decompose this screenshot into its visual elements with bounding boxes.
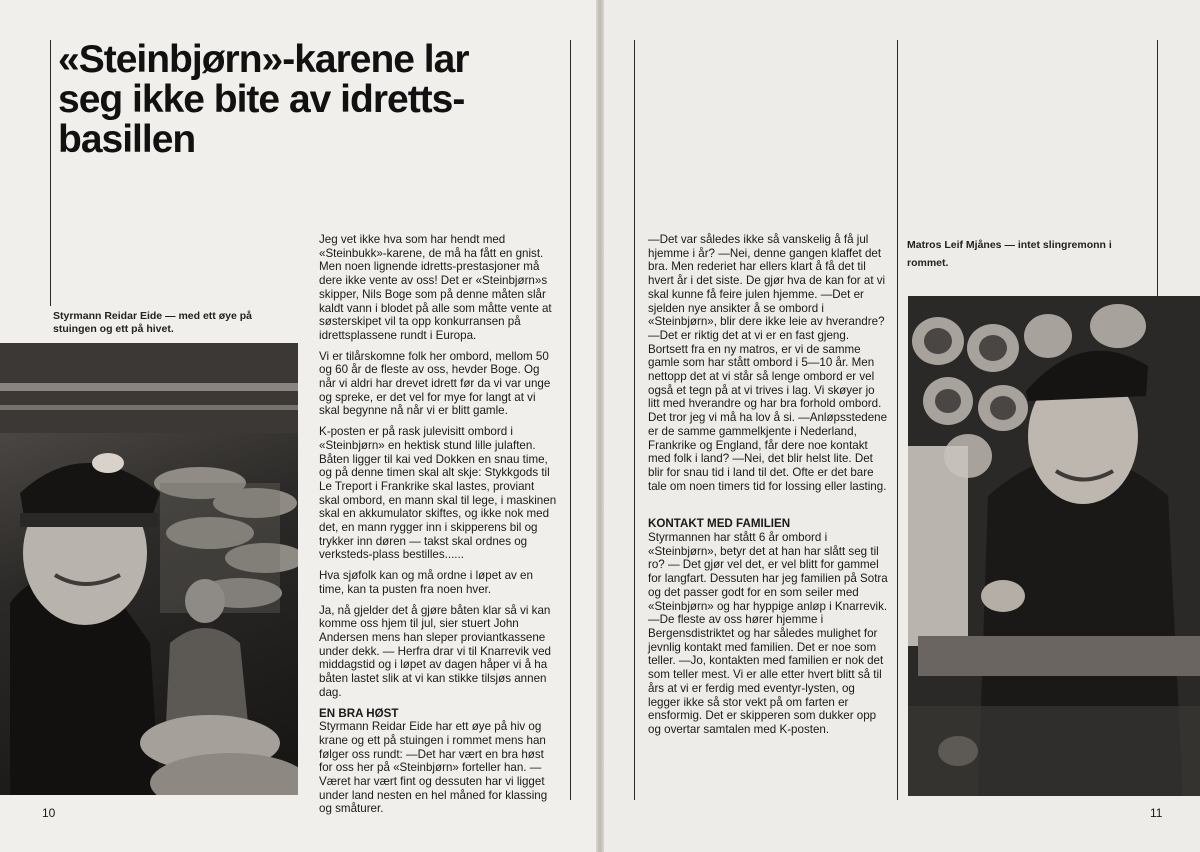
paragraph: Vi er tilårskomne folk her ombord, mellom 50 og 60 år de fleste av oss, hevder Boge. Og når vi aldri har drevet idrett før da vi var unge og spreke, er det vel for mye for langt at vi skal begynne nå når vi er blitt gamle. [319,349,551,418]
left-page-right-rule [570,40,571,800]
section-heading: EN BRA HØST [319,706,399,720]
paragraph: Jeg vet ikke hva som har hendt med «Steinbukk»-karene, de må ha fått en gnist. Men noen lignende idretts-prestasjoner må dere ikke vente av oss! Det er «Steinbjørn»s skipper, Nils Boge som på denne måten slår kaldt vann i blodet på alle som måtte vente at søsterskipet vil ta opp konkurransen på idrettsplassene rundt i Europa. [319,233,552,342]
paragraph: Ja, nå gjelder det å gjøre båten klar så vi kan komme oss hjem til jul, sier stuert John Andersen mens han sleper proviantkassene under dekk. — Herfra drar vi til Knarrevik ved middagstid og i løpet av dagen håper vi å ha båten lastet slik at vi kan stikke tilsjøs annen dag. [319,603,551,699]
photo-caption-left: Styrmann Reidar Eide — med ett øye på stuingen og ett på hivet. [53,310,252,335]
page-number-right: 11 [1150,806,1163,820]
paragraph: Hva sjøfolk kan og må ordne i løpet av en time, kan ta pusten fra noen hver. [319,569,533,596]
paragraph: Styrmann Reidar Eide har ett øye på hiv og krane og ett på stuingen i rommet mens han følger oss rundt: —Det har vært en bra høst for oss her på «Steinbjørn» forteller han. — Været har vært fint og dessuten har vi ligget under land nesten en hel måned for klassing og småturer. [319,720,548,816]
article-title: «Steinbjørn»-karene lar seg ikke bite av idretts-basillen [58,38,469,161]
left-page-column [319,233,557,823]
right-page-left-rule [634,40,635,800]
section-heading: KONTAKT MED FAMILIEN [648,517,791,531]
photo-matros-leif-mjanes [908,296,1200,796]
left-margin-rule [50,40,51,306]
paragraph: K-posten er på rask julevisitt ombord i «Steinbjørn» en hektisk stund lille julaften. Båten ligger til kai ved Dokken en snau time, og på denne timen skal alt skje: Stykkgods til Le Treport i Frankrike skal lastes, proviant skal ombord, en mann skal til lege, i maskinen skal en akkumulator skiftes, og ikke nok med det, en mann rygger inn i skipperens bil og trykker inn døren — takst skal ordnes og verksteds-plass bestilles...... [319,425,557,562]
paragraph: Styrmannen har stått 6 år ombord i «Steinbjørn», betyr det at han har slått seg til ro? — Det gjør vel det, er vel blitt for gammel for langfart. Dessuten har jeg familien på Sotra og det passer godt for en som seiler med «Steinbjørn» og har hyppige anløp i Knarrevik. —De fleste av oss hører hjemme i Bergensdistriktet og har således mulighet for jevnlig kontakt med familien. Det er noe som teller. —Jo, kontakten med familien er nok det som teller mest. Vi er alle etter hvert blitt så til års at vi er ferdig med eventyr-lysten, og legger ikke så stor vekt på om farten er ensformig. Det er skipperen som dukker opp og overtar samtalen med K-posten. [648,531,888,736]
gutter [596,0,604,852]
page-number-left: 10 [42,806,56,820]
photo-caption-right: Matros Leif Mjånes — intet slingremonn i rommet. [907,239,1112,269]
paragraph: —Det var således ikke så vanskelig å få jul hjemme i år? —Nei, denne gangen klaffet det bra. Men rederiet har ellers klart å få det til hvert år i det siste. De gjør hva de kan for at vi skal kunne få feire julen hjemme. —Det er sjelden nye ansikter å se ombord i «Steinbjørn», blir dere ikke leie av hverandre? —Det er riktig det at vi er en fast gjeng. Bortsett fra en ny matros, er vi de samme gamle som har stått ombord i 5—10 år. Men nettopp det at vi står så lenge ombord er vel også et tegn på at vi trives i lag. Vi skøyer jo litt med hverandre og har bra forhold ombord. Det tror jeg vi må ha lov å si. —Anløpsstedene er de samme gammelkjente i Nederland, Frankrike og England, får dere noe kontakt med folk i land? —Nei, det blir helst lite. Det blir for snau tid i land til det. Ofte er det bare tale om noen timers tid for lossing eller lasting. [648,233,888,493]
right-page-column-rule [897,40,898,800]
photo-styrmann-reidar-eide [0,343,298,795]
right-page-column [648,233,888,744]
